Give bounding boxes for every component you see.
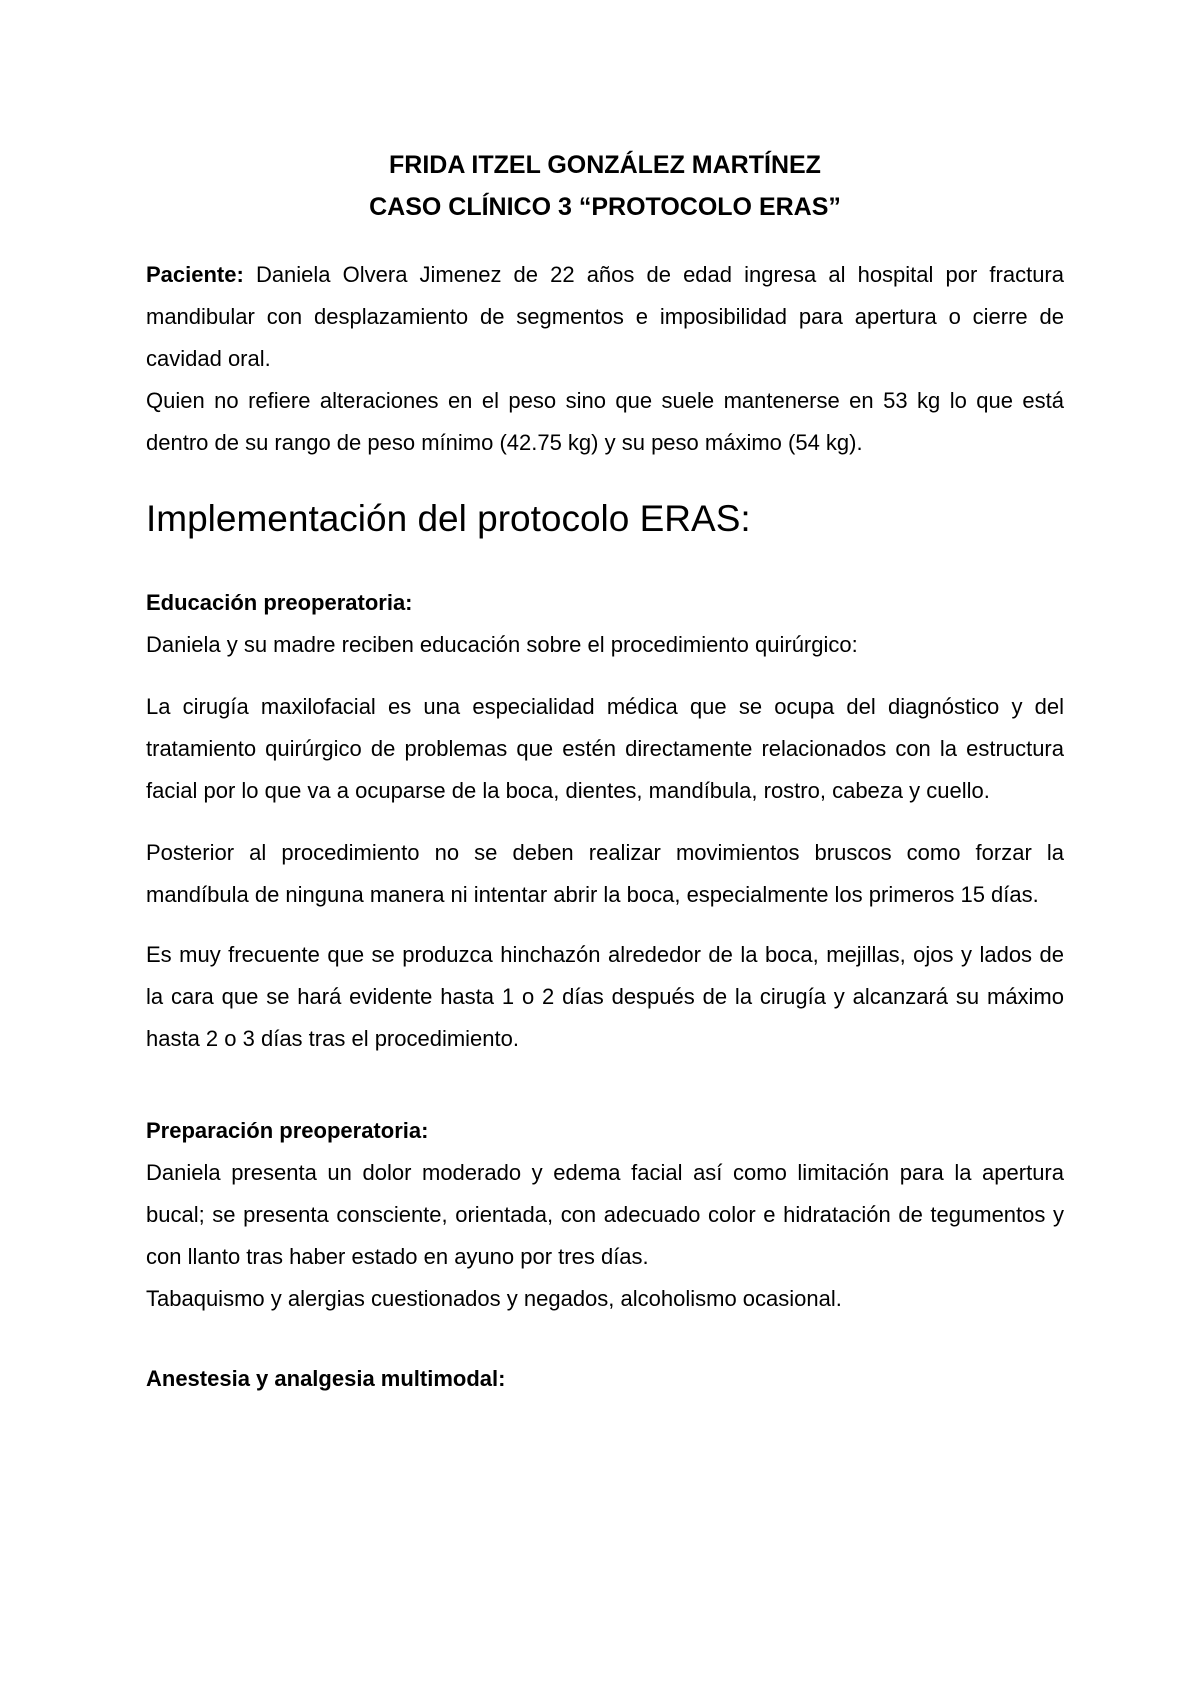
- case-title: CASO CLÍNICO 3 “PROTOCOLO ERAS”: [369, 193, 841, 221]
- education-heading: Educación preoperatoria:: [146, 590, 413, 615]
- patient-description: Daniela Olvera Jimenez de 22 años de edad ingresa al hospital por fractura mandibular con desplazamiento de segmentos e imposibilidad para apertura o cierre de cavidad oral.: [146, 262, 1064, 371]
- preparation-paragraph: Daniela presenta un dolor moderado y edema facial así como limitación para la apertura bucal; se presenta consciente, orientada, con adecuado color e hidratación de tegumentos y con llanto tras haber estado en ayuno por tres días.: [146, 1160, 1064, 1269]
- education-paragraph-post-procedure: Posterior al procedimiento no se deben realizar movimientos bruscos como forzar la mandíbula de ninguna manera ni intentar abrir la boca, especialmente los primeros 15 días.: [146, 840, 1064, 907]
- education-paragraph-surgery: La cirugía maxilofacial es una especialidad médica que se ocupa del diagnóstico y del tratamiento quirúrgico de problemas que estén directamente relacionados con la estructura facial por lo que va a ocuparse de la boca, dientes, mandíbula, rostro, cabeza y cuello.: [146, 694, 1064, 803]
- education-intro: Daniela y su madre reciben educación sobre el procedimiento quirúrgico:: [146, 632, 858, 657]
- patient-weight-paragraph: Quien no refiere alteraciones en el peso sino que suele mantenerse en 53 kg lo que está dentro de su rango de peso mínimo (42.75 kg) y su peso máximo (54 kg).: [146, 388, 1064, 455]
- patient-paragraph: [146, 254, 1064, 380]
- education-paragraph-swelling: Es muy frecuente que se produzca hinchazón alrededor de la boca, mejillas, ojos y lados de la cara que se hará evidente hasta 1 o 2 días después de la cirugía y alcanzará su máximo hasta 2 o 3 días tras el procedimiento.: [146, 942, 1064, 1051]
- anesthesia-heading: Anestesia y analgesia multimodal:: [146, 1366, 506, 1391]
- patient-label: Paciente:: [146, 262, 244, 287]
- implementation-heading: Implementación del protocolo ERAS:: [146, 498, 751, 539]
- habits-paragraph: Tabaquismo y alergias cuestionados y negados, alcoholismo ocasional.: [146, 1286, 842, 1311]
- author-name: FRIDA ITZEL GONZÁLEZ MARTÍNEZ: [389, 151, 821, 179]
- preparation-heading: Preparación preoperatoria:: [146, 1118, 429, 1143]
- document-content: [146, 144, 1064, 1400]
